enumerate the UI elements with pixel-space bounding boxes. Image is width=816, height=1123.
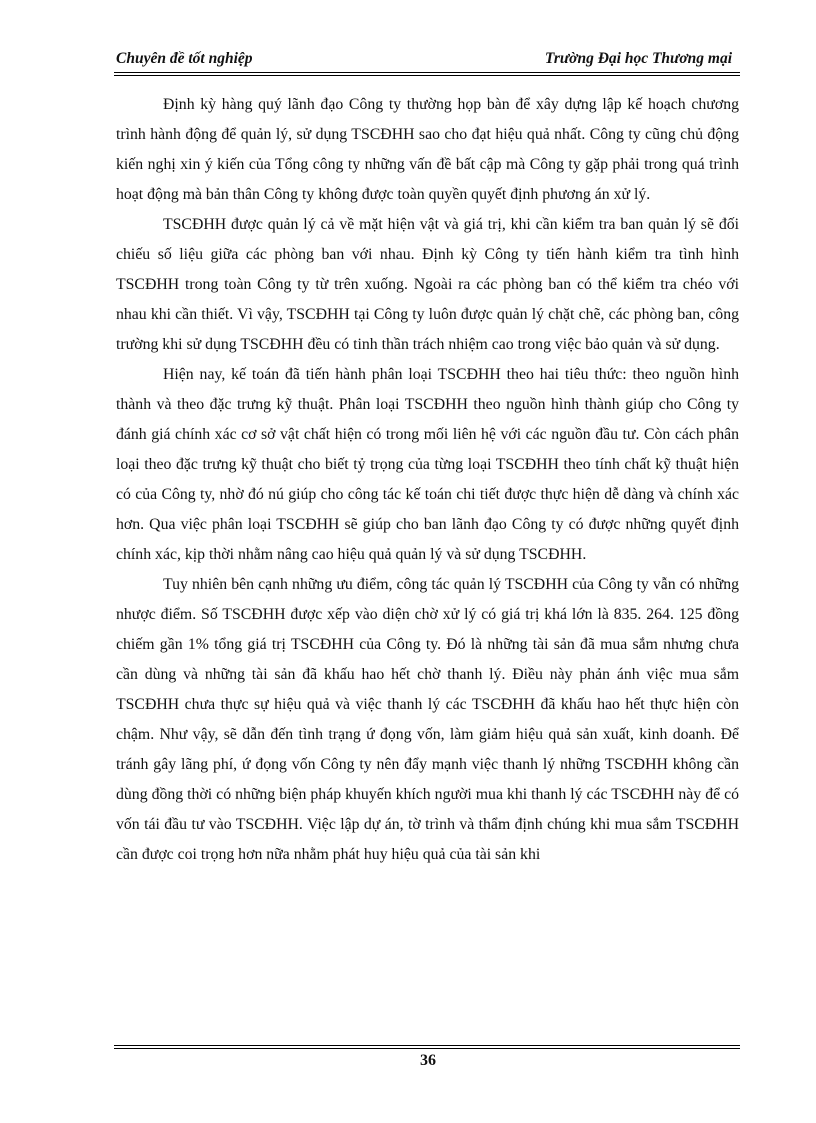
paragraph: Tuy nhiên bên cạnh những ưu điểm, công tác quản lý TSCĐHH của Công ty vẫn có những nhược điểm. Số TSCĐHH được xếp vào diện chờ xử lý có giá trị khá lớn là 835. 264. 125 đồng chiếm gần 1% tổng giá trị TSCĐHH của Công ty. Đó là những tài sản đã mua sắm nhưng chưa cần dùng và những tài sản đã khấu hao hết chờ thanh lý. Điều này phản ánh việc mua sắm TSCĐHH chưa thực sự hiệu quả và việc thanh lý các TSCĐHH đã khấu hao hết thực hiện còn chậm. Như vậy, sẽ dẫn đến tình trạng ứ đọng vốn, làm giảm hiệu quả sản xuất, kinh doanh. Để tránh gây lãng phí, ứ đọng vốn Công ty nên đẩy mạnh việc thanh lý những TSCĐHH không cần dùng đồng thời có những biện pháp khuyến khích người mua khi thanh lý các TSCĐHH này để có vốn tái đầu tư vào TSCĐHH. Việc lập dự án, tờ trình và thẩm định chúng khi mua sắm TSCĐHH cần được coi trọng hơn nữa nhằm phát huy hiệu quả của tài sản khi (116, 576, 739, 863)
header-university-name: Trường Đại học Thương mại (544, 50, 732, 67)
header-rule (114, 72, 740, 73)
paragraph: Định kỳ hàng quý lãnh đạo Công ty thường họp bàn để xây dựng lập kế hoạch chương trình hành động để quản lý, sử dụng TSCĐHH sao cho đạt hiệu quả nhất. Công ty cũng chủ động kiến nghị xin ý kiến của Tổng công ty những vấn đề bất cập mà Công ty gặp phải trong quá trình hoạt động mà bản thân Công ty không được toàn quyền quyết định phương án xử lý. (116, 96, 739, 203)
page-number: 36 (420, 1052, 436, 1069)
paragraph: TSCĐHH được quản lý cả về mặt hiện vật và giá trị, khi cần kiểm tra ban quản lý sẽ đối chiếu số liệu giữa các phòng ban với nhau. Định kỳ Công ty tiến hành kiểm tra tình hình TSCĐHH trong toàn Công ty từ trên xuống. Ngoài ra các phòng ban có thể kiểm tra chéo với nhau khi cần thiết. Vì vậy, TSCĐHH tại Công ty luôn được quản lý chặt chẽ, các phòng ban, công trường khi sử dụng TSCĐHH đều có tinh thần trách nhiệm cao trong việc bảo quản và sử dụng. (116, 216, 739, 353)
body-text (116, 90, 739, 870)
header-rule-thin (114, 75, 740, 76)
paragraph: Hiện nay, kế toán đã tiến hành phân loại TSCĐHH theo hai tiêu thức: theo nguồn hình thành và theo đặc trưng kỹ thuật. Phân loại TSCĐHH theo nguồn hình thành giúp cho Công ty đánh giá chính xác cơ sở vật chất hiện có trong mối liên hệ với các nguồn đầu tư. Còn cách phân loại theo đặc trưng kỹ thuật cho biết tỷ trọng của từng loại TSCĐHH theo tính chất kỹ thuật hiện có của Công ty, nhờ đó nú giúp cho công tác kế toán chi tiết được thực hiện dễ dàng và chính xác hơn. Qua việc phân loại TSCĐHH sẽ giúp cho ban lãnh đạo Công ty có được những quyết định chính xác, kịp thời nhằm nâng cao hiệu quả quản lý và sử dụng TSCĐHH. (116, 366, 739, 563)
footer-rule-thin (114, 1045, 740, 1046)
header-thesis-title: Chuyên đề tốt nghiệp (116, 50, 253, 67)
page-header (114, 48, 740, 72)
footer-rule (114, 1048, 740, 1049)
